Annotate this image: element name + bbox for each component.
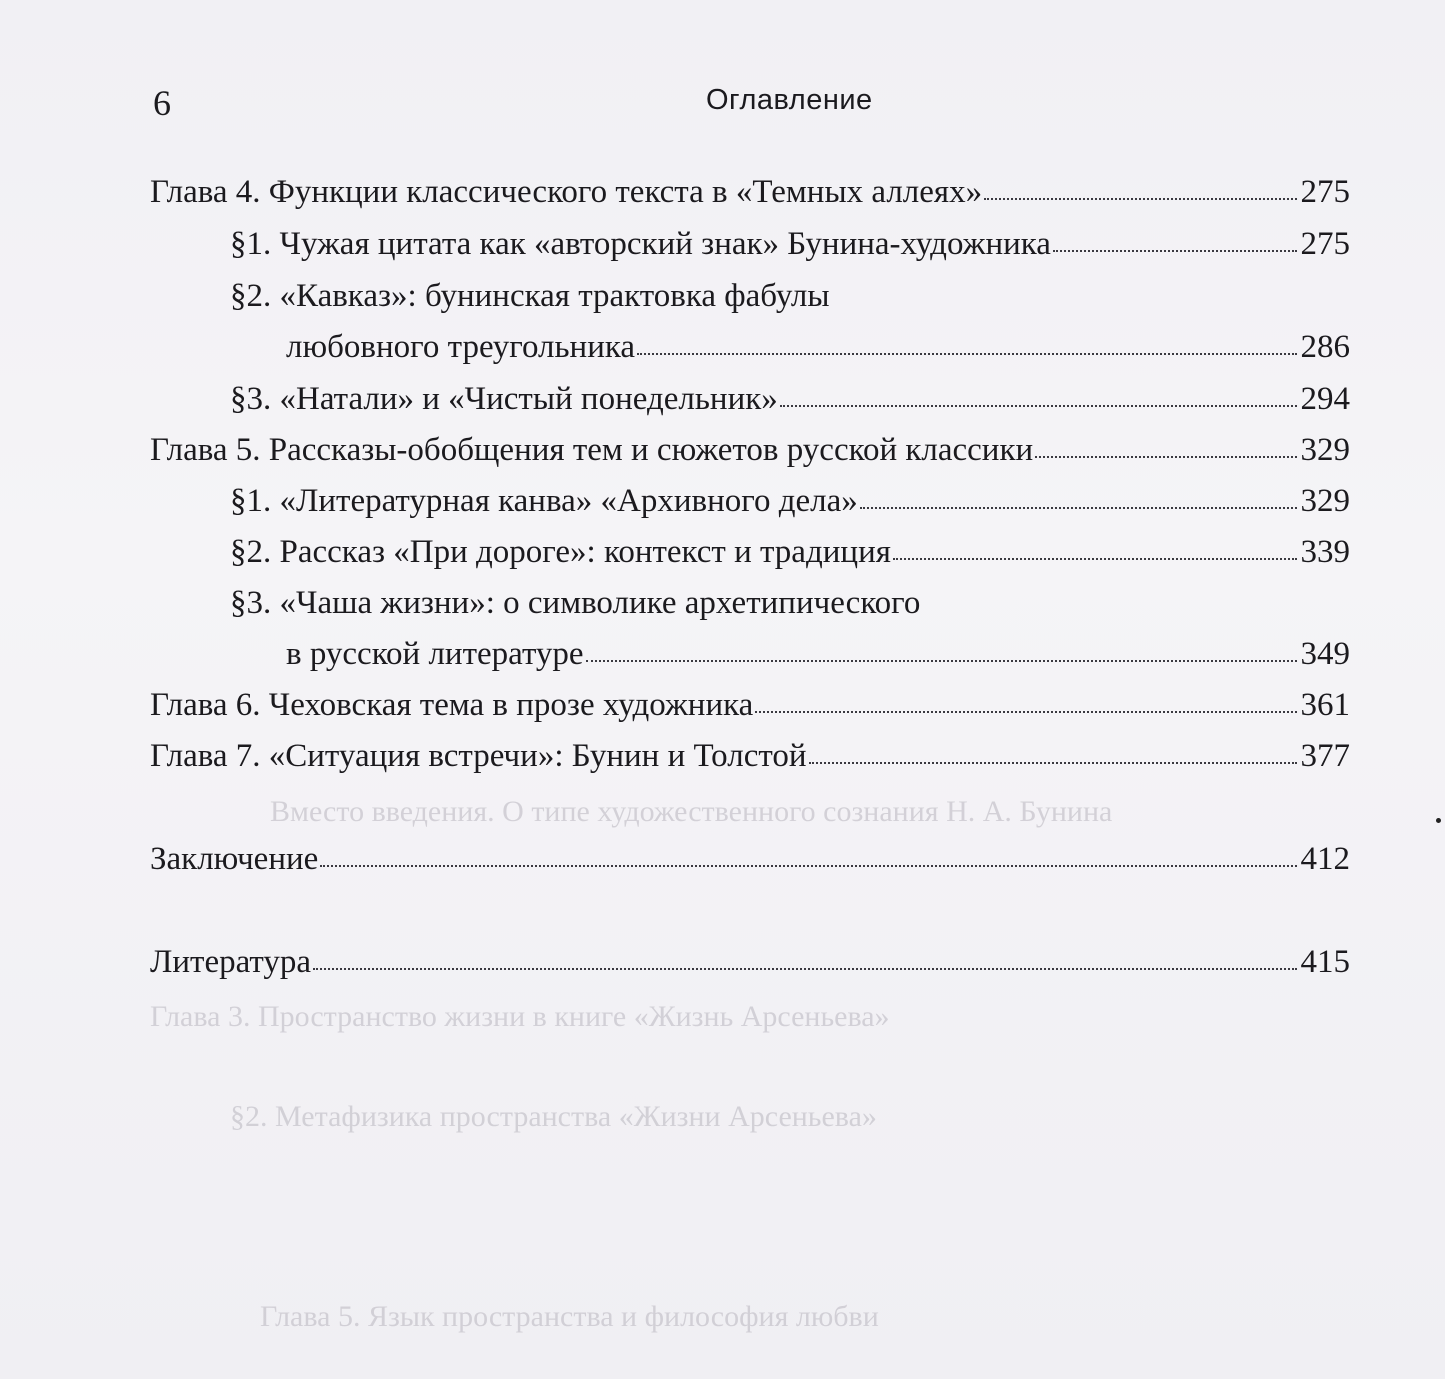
ink-speck bbox=[1436, 818, 1441, 823]
toc-entry-text: §1. «Литературная канва» «Архивного дела» bbox=[230, 483, 858, 519]
leader-dots bbox=[586, 660, 1297, 662]
toc-entry-ch5-section-2 bbox=[230, 536, 1350, 569]
toc-entry-chapter-4 bbox=[150, 176, 1350, 209]
page-header-title: Оглавление bbox=[706, 84, 873, 116]
toc-entry-text-line1: §3. «Чаша жизни»: о символике архетипического bbox=[230, 585, 921, 621]
toc-entry-text: Заключение bbox=[150, 841, 319, 877]
toc-entry-text: Литература bbox=[150, 944, 312, 980]
leader-dots bbox=[637, 353, 1296, 355]
toc-entry-ch5-section-1 bbox=[230, 485, 1350, 518]
toc-entry-text: §2. Рассказ «При дороге»: контекст и традиция bbox=[230, 534, 891, 570]
toc-entry-text: §3. «Натали» и «Чистый понедельник» bbox=[230, 381, 778, 417]
toc-page-number: 286 bbox=[1300, 329, 1350, 365]
leader-dots bbox=[1035, 456, 1296, 458]
toc-entry-conclusion bbox=[150, 843, 1350, 876]
leader-dots bbox=[809, 762, 1297, 764]
toc-entry-text: Глава 6. Чеховская тема в прозе художника bbox=[150, 687, 754, 723]
toc-entry-text: в русской литературе bbox=[286, 636, 584, 672]
toc-page-number: 415 bbox=[1300, 944, 1350, 980]
toc-entry-text: Глава 4. Функции классического текста в «Темных аллеях» bbox=[150, 174, 983, 210]
leader-dots bbox=[320, 865, 1296, 867]
leader-dots bbox=[1053, 250, 1297, 252]
toc-entry-text: §1. Чужая цитата как «авторский знак» Бунина-художника bbox=[230, 226, 1051, 262]
toc-entry-chapter-6 bbox=[150, 689, 1350, 722]
toc-page-number: 329 bbox=[1300, 432, 1350, 468]
leader-dots bbox=[893, 558, 1297, 560]
show-through-text: Вместо введения. О типе художественного сознания Н. А. Бунина bbox=[270, 795, 1113, 828]
show-through-text: Глава 5. Язык пространства и философия любви bbox=[260, 1300, 879, 1333]
toc-entry-text: любовного треугольника bbox=[286, 329, 636, 365]
toc-page-number: 275 bbox=[1300, 174, 1350, 210]
toc-entry-chapter-7 bbox=[150, 740, 1350, 773]
toc-entry-ch4-section-1 bbox=[230, 228, 1350, 261]
show-through-text: §2. Метафизика пространства «Жизни Арсеньева» bbox=[230, 1100, 877, 1133]
leader-dots bbox=[755, 711, 1296, 713]
toc-page-number: 412 bbox=[1300, 841, 1350, 877]
leader-dots bbox=[313, 968, 1296, 970]
toc-entry-ch4-section-3 bbox=[230, 383, 1350, 416]
toc-page-number: 329 bbox=[1300, 483, 1350, 519]
page-number: 6 bbox=[153, 83, 171, 123]
leader-dots bbox=[860, 507, 1297, 509]
toc-entry-text: Глава 7. «Ситуация встречи»: Бунин и Толстой bbox=[150, 738, 807, 774]
leader-dots bbox=[780, 405, 1297, 407]
toc-page-number: 361 bbox=[1300, 687, 1350, 723]
toc-entry-bibliography bbox=[150, 946, 1350, 979]
show-through-text: Глава 3. Пространство жизни в книге «Жизнь Арсеньева» bbox=[150, 1000, 890, 1033]
toc-page-number: 275 bbox=[1300, 226, 1350, 262]
toc-entry-chapter-5 bbox=[150, 434, 1350, 467]
toc-entry-ch4-section-2 bbox=[286, 331, 1350, 364]
toc-page-number: 339 bbox=[1300, 534, 1350, 570]
toc-entry-ch5-section-3 bbox=[286, 638, 1350, 671]
toc-page-number: 294 bbox=[1300, 381, 1350, 417]
toc-entry-text: Глава 5. Рассказы-обобщения тем и сюжетов русской классики bbox=[150, 432, 1034, 468]
leader-dots bbox=[984, 198, 1296, 200]
toc-entry-text-line1: §2. «Кавказ»: бунинская трактовка фабулы bbox=[230, 278, 830, 314]
toc-page-number: 377 bbox=[1300, 738, 1350, 774]
toc-page-number: 349 bbox=[1300, 636, 1350, 672]
